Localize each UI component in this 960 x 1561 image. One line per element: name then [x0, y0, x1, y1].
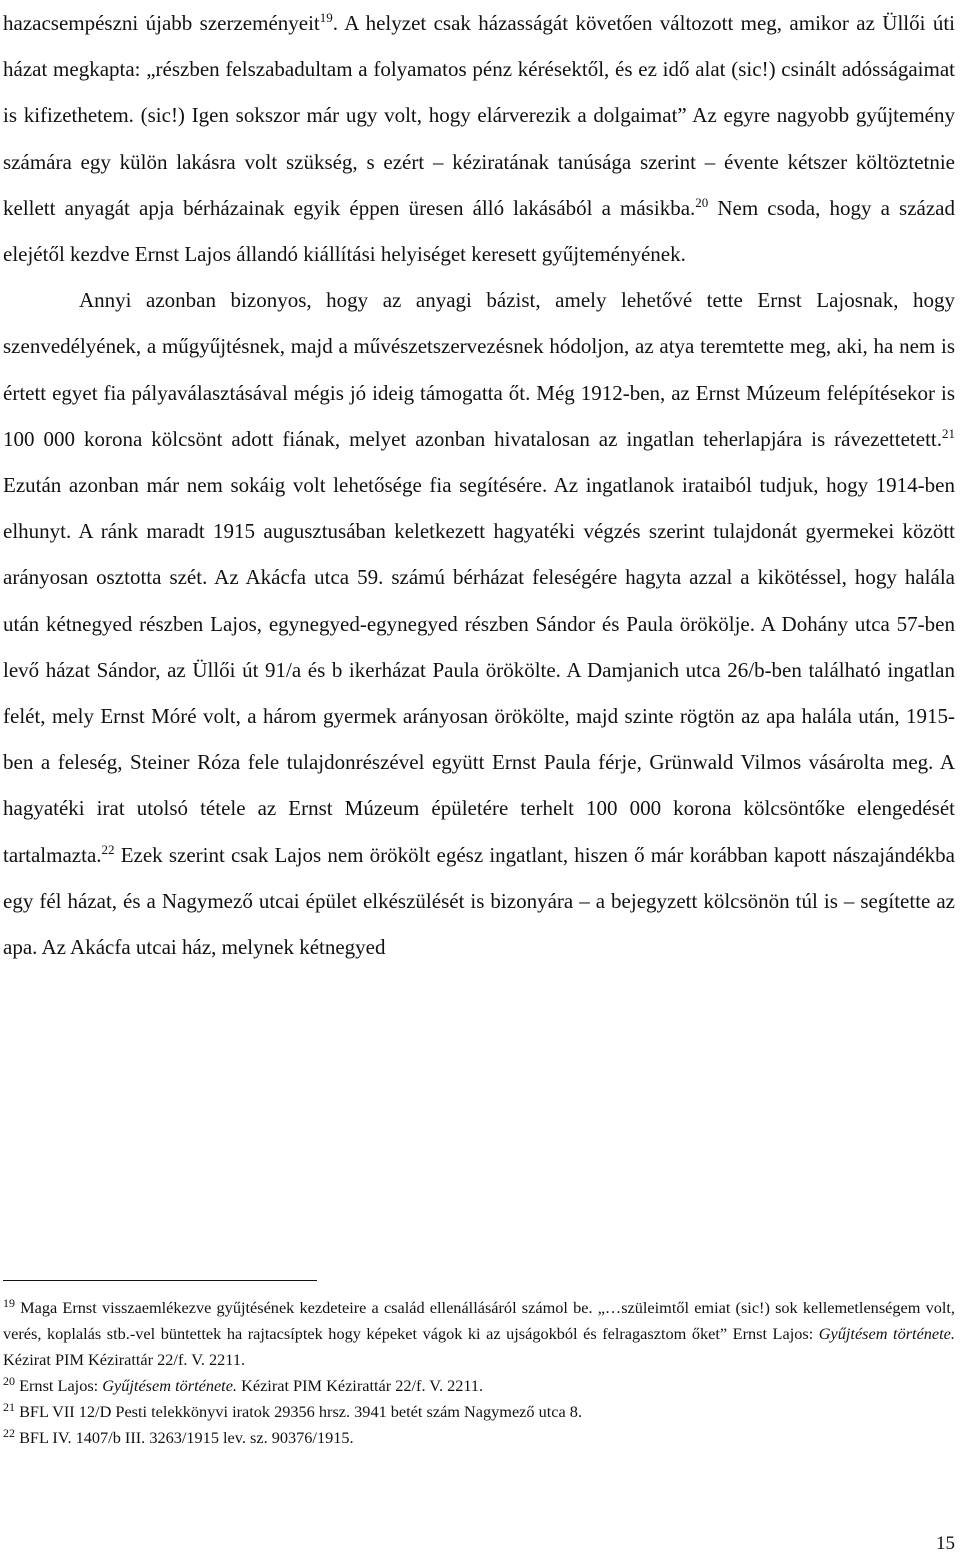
footnote-divider [3, 1280, 317, 1281]
paragraph-1 [3, 0, 955, 277]
footnote-ref-21: 21 [942, 425, 955, 441]
footnote-text: Kézirat PIM Kézirattár 22/f. V. 2211. [237, 1376, 484, 1396]
footnote-text: BFL VII 12/D Pesti telekkönyvi iratok 29356 hrsz. 3941 betét szám Nagymező utca 8. [15, 1402, 583, 1422]
footnote-text: Kézirat PIM Kézirattár 22/f. V. 2211. [3, 1350, 246, 1370]
footnote-ref-19: 19 [319, 10, 333, 25]
footnote-number: 19 [3, 1296, 15, 1310]
paragraph-text: . A helyzet csak házasságát követően változott meg, amikor az Üllői úti házat megkapta: „részben felszabadultam a folyamatos pénz kérésektől, és ez idő alat (sic!) csinált adósságaimat is kifizethetem. (sic!) Igen sokszor már ugy volt, hogy elárverezik a dolgaimat” Az egyre nagyobb gyűjtemény számára egy külön lakásra volt szükség, s ezért – kéziratának tanúsága szerint – évente kétszer költöztetnie kellett anyagát apja bérházainak egyik éppen üresen álló lakásából a másikba. [3, 11, 956, 220]
footnote-text: BFL IV. 1407/b III. 3263/1915 lev. sz. 90376/1915. [15, 1428, 354, 1448]
footnote-text: Ernst Lajos: [15, 1376, 103, 1396]
paragraph-text: Ezek szerint csak Lajos nem örökölt egész ingatlant, hiszen ő már korábban kapott nászajándékba egy fél házat, és a Nagymező utcai épület elkészülését is bizonyára – a bejegyzett kölcsönön túl is – segítette az apa. Az Akácfa utcai ház, melynek kétnegyed [3, 842, 955, 960]
footnote-number: 22 [3, 1426, 15, 1441]
document-page [3, 0, 955, 970]
footnote-number: 20 [3, 1374, 15, 1389]
footnote-21 [3, 1399, 955, 1425]
footnote-ref-22: 22 [101, 841, 115, 857]
page-number: 15 [936, 1533, 955, 1554]
paragraph-text: Ezután azonban már nem sokáig volt lehetősége fia segítésére. Az ingatlanok irataiból tudjuk, hogy 1914-ben elhunyt. A ránk maradt 1915 augusztusában keletkezett hagyatéki végzés szerint tulajdonát gyermekei között arányosan osztotta szét. Az Akácfa utca 59. számú bérházat feleségére hagyta azzal a kikötéssel, hogy halála után kétnegyed részben Lajos, egynegyed-egynegyed részben Sándor és Paula örökölje. A Dohány utca 57-ben levő házat Sándor, az Üllői út 91/a és b ikerházat Paula örökölte. A Damjanich utca 26/b-ben található ingatlan felét, mely Ernst Móré volt, a három gyermek arányosan örökölte, majd szinte rögtön az apa halála után, 1915-ben a feleség, Steiner Róza fele tulajdonrészével együtt Ernst Paula férje, Grünwald Vilmos vásárolta meg. A hagyatéki irat utolsó tétele az Ernst Múzeum épületére terhelt 100 000 korona kölcsöntőke elengedését tartalmazta. [3, 473, 955, 867]
footnote-22 [3, 1425, 955, 1451]
footnote-20 [3, 1373, 955, 1399]
footnote-19 [3, 1295, 955, 1373]
footnote-text: Maga Ernst visszaemlékezve gyűjtésének kezdeteire a család ellenállásáról számol be. „…szüleimtől emiat (sic!) sok kellemetlenségem volt, verés, koplalás stb.-vel büntettek ha rajtacsíptek hogy képeket vágok ki az ujságokból és felragasztom őket” Ernst Lajos: [3, 1298, 955, 1344]
footnote-number: 21 [3, 1400, 15, 1415]
footnotes-section [3, 1280, 955, 1452]
body-text [3, 0, 955, 970]
footnote-title: Gyűjtésem története. [818, 1324, 955, 1344]
footnote-title: Gyűjtésem története. [102, 1376, 238, 1396]
paragraph-2 [3, 277, 955, 970]
footnote-ref-20: 20 [695, 194, 709, 210]
paragraph-text: Nem csoda, hogy a század elejétől kezdve Ernst Lajos állandó kiállítási helyiséget keresett gyűjteményének. [3, 195, 955, 267]
paragraph-text: Annyi azonban bizonyos, hogy az anyagi bázist, amely lehetővé tette Ernst Lajosnak, hogy szenvedélyének, a műgyűjtésnek, majd a művészetszervezésnek hódoljon, az atya teremtette meg, aki, ha nem is értett egyet fia pályaválasztásával mégis jó ideig támogatta őt. Még 1912-ben, az Ernst Múzeum felépítésekor is 100 000 korona kölcsönt adott fiának, melyet azonban hivatalosan az ingatlan teherlapjára is rávezettetett. [3, 288, 955, 451]
paragraph-text: hazacsempészni újabb szerzeményeit [3, 11, 320, 35]
